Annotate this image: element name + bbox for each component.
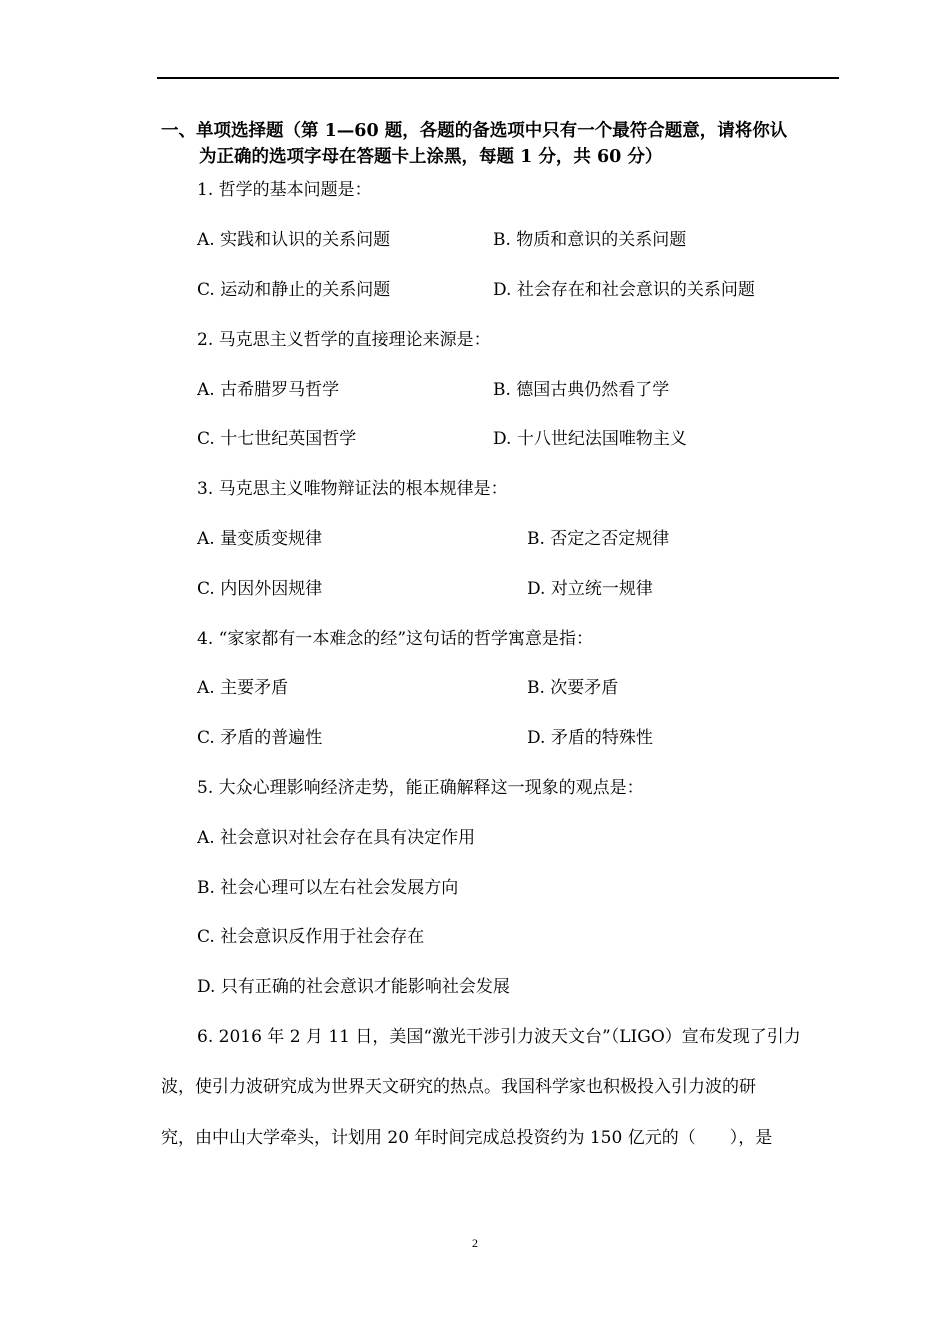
question-5-option-a: A. 社会意识对社会存在具有决定作用 <box>197 828 476 848</box>
question-5-option-b: B. 社会心理可以左右社会发展方向 <box>197 878 459 898</box>
question-3-stem: 3. 马克思主义唯物辩证法的根本规律是： <box>197 479 508 499</box>
question-5-option-d: D. 只有正确的社会意识才能影响社会发展 <box>197 977 510 997</box>
question-6-line-3: 究，由中山大学牵头，计划用 20 年时间完成总投资约为 150 亿元的（ ），是 <box>161 1128 773 1148</box>
question-2-option-b: B. 德国古典仍然看了学 <box>493 380 670 400</box>
question-5-stem: 5. 大众心理影响经济走势，能正确解释这一现象的观点是： <box>197 778 644 798</box>
question-2-option-c: C. 十七世纪英国哲学 <box>197 429 357 449</box>
section-heading-line-2: 为正确的选项字母在答题卡上涂黑，每题 1 分，共 60 分） <box>199 147 663 167</box>
question-3-option-d: D. 对立统一规律 <box>527 579 653 599</box>
question-2-stem: 2. 马克思主义哲学的直接理论来源是： <box>197 330 491 350</box>
page-number: 2 <box>472 1236 478 1250</box>
question-2-option-d: D. 十八世纪法国唯物主义 <box>493 429 687 449</box>
question-6-line-2: 波，使引力波研究成为世界天文研究的热点。我国科学家也积极投入引力波的研 <box>161 1077 756 1097</box>
question-4-option-c: C. 矛盾的普遍性 <box>197 728 323 748</box>
question-4-option-a: A. 主要矛盾 <box>197 678 289 698</box>
question-3-option-b: B. 否定之否定规律 <box>527 529 670 549</box>
header-rule <box>157 77 839 79</box>
question-1-option-c: C. 运动和静止的关系问题 <box>197 280 391 300</box>
question-6-line-1: 6. 2016 年 2 月 11 日，美国“激光干涉引力波天文台”（LIGO）宣布发现了引力 <box>197 1027 801 1047</box>
question-5-option-c: C. 社会意识反作用于社会存在 <box>197 927 425 947</box>
question-3-option-c: C. 内因外因规律 <box>197 579 323 599</box>
section-heading-line-1: 一、单项选择题（第 1—60 题，各题的备选项中只有一个最符合题意，请将你认 <box>161 121 788 141</box>
question-3-option-a: A. 量变质变规律 <box>197 529 323 549</box>
question-4-option-b: B. 次要矛盾 <box>527 678 619 698</box>
question-1-option-a: A. 实践和认识的关系问题 <box>197 230 391 250</box>
question-2-option-a: A. 古希腊罗马哲学 <box>197 380 340 400</box>
question-1-option-d: D. 社会存在和社会意识的关系问题 <box>493 280 755 300</box>
question-4-option-d: D. 矛盾的特殊性 <box>527 728 653 748</box>
question-4-stem: 4. “家家都有一本难念的经”这句话的哲学寓意是指： <box>197 629 594 649</box>
question-1-stem: 1. 哲学的基本问题是： <box>197 180 372 200</box>
section-heading <box>161 118 851 170</box>
question-1-option-b: B. 物质和意识的关系问题 <box>493 230 687 250</box>
